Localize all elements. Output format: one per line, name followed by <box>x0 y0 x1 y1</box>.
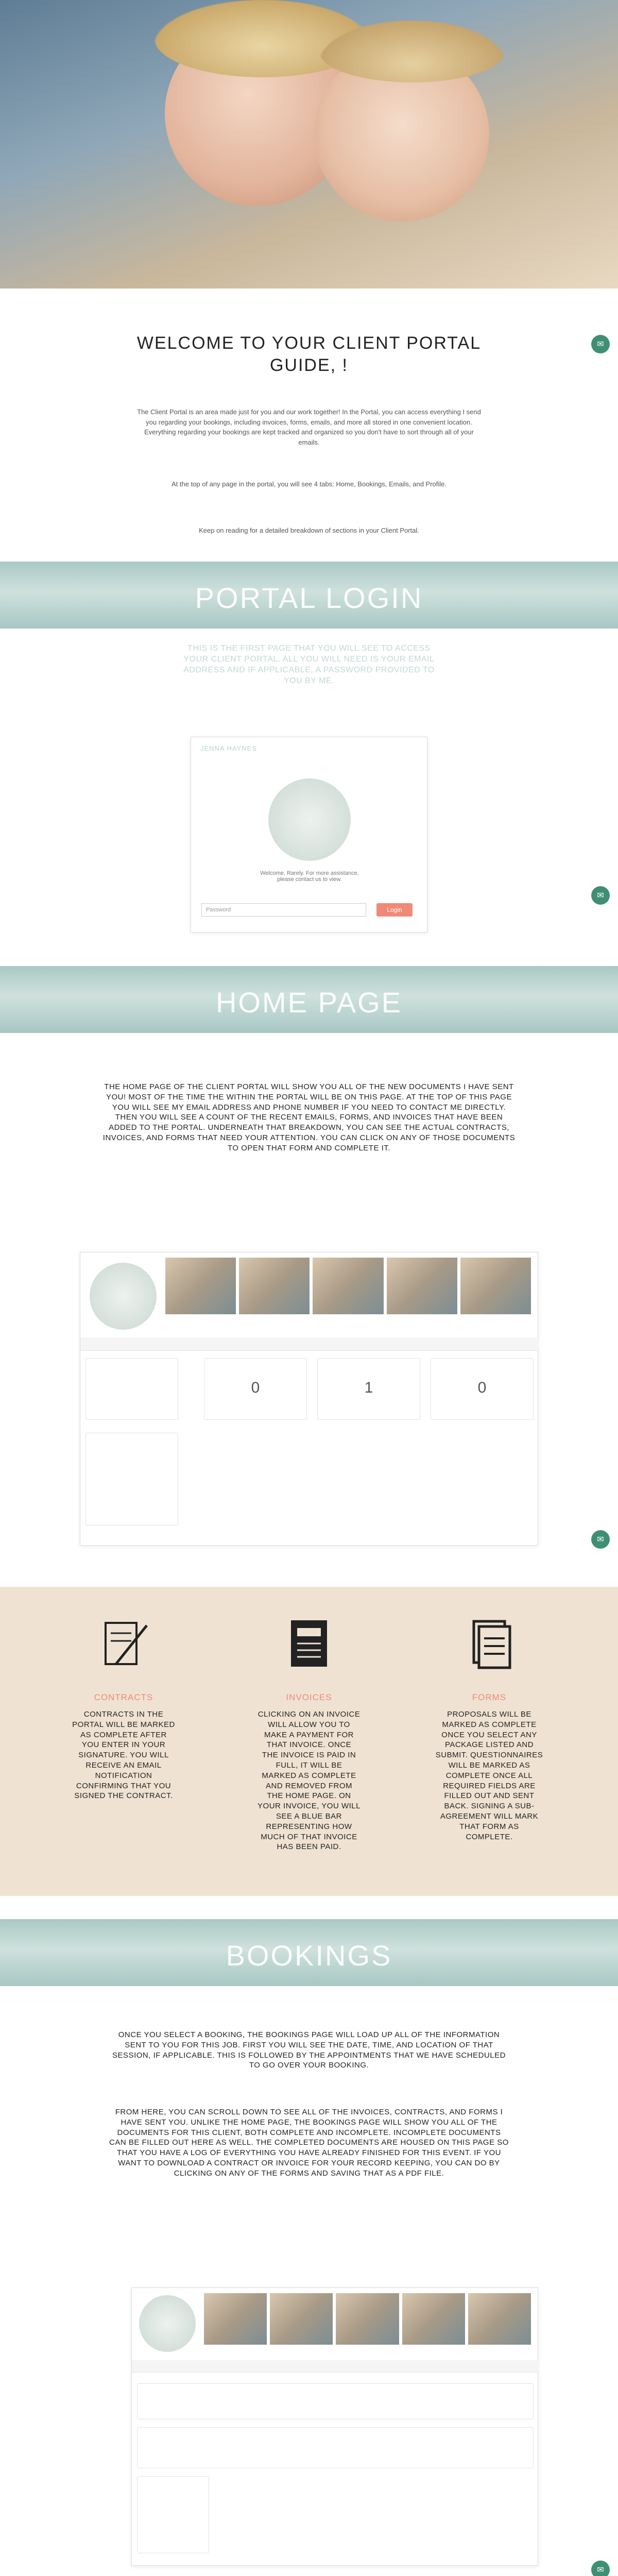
login-button[interactable]: Login <box>376 903 413 917</box>
forms-title: FORMS <box>472 1692 507 1702</box>
session-details <box>137 2383 534 2419</box>
chat-button[interactable]: ✉ <box>591 335 610 353</box>
avatar <box>268 778 351 861</box>
portal-login-title: PORTAL LOGIN <box>195 582 423 614</box>
count-emails: 0 <box>204 1358 307 1420</box>
avatar <box>90 1263 157 1330</box>
booking-card[interactable] <box>85 1433 178 1526</box>
keep-reading-paragraph: Keep on reading for a detailed breakdown of sections in your Client Portal. <box>199 527 419 534</box>
chat-button-3[interactable]: ✉ <box>591 1530 610 1549</box>
bookings-text-2: FROM HERE, YOU CAN SCROLL DOWN TO SEE ALL OF THE INVOICES, CONTRACTS, AND FORMS I HAVE SENT YOU. UNLIKE THE HOME PAGE, THE BOOKINGS PAGE WILL SHOW YOU ALL OF THE DOCUMENTS FOR THIS CLIENT, BOTH COMPLETE AND INCOMPLETE. INCOMPLETE DOCUMENTS CAN BE FILLED OUT HERE AS WELL. THE COMPLETED DOCUMENTS ARE HOUSED ON THIS PAGE SO THAT YOU HAVE A LOG OF EVERYTHING YOU HAVE ALREADY FINISHED FOR THIS EVENT. IF YOU WANT TO DOWNLOAD A CONTRACT OR INVOICE FOR YOUR RECORD KEEPING, YOU CAN DO BY CLICKING ON ANY OF THE FORMS AND SAVING THAT AS A PDF FILE. <box>109 2108 509 2178</box>
chat-button-2[interactable]: ✉ <box>591 886 610 905</box>
home-page-text: THE HOME PAGE OF THE CLIENT PORTAL WILL SHOW YOU ALL OF THE NEW DOCUMENTS I HAVE SENT YOU! MOST OF THE TIME THE WITHIN THE PORTAL WILL BE ON THIS PAGE. AT THE TOP OF THIS PAGE YOU WILL SEE MY EMAIL ADDRESS AND PHONE NUMBER IF YOU NEED TO CONTACT ME DIRECTLY. THEN YOU WILL SEE A COUNT OF THE RECENT EMAILS, FORMS, AND INVOICES THAT HAVE BEEN ADDED TO THE PORTAL. UNDERNEATH THAT BREAKDOWN, YOU CAN SEE THE ACTUAL CONTRACTS, INVOICES, AND FORMS THAT NEED YOUR ATTENTION. YOU CAN CLICK ON ANY OF THOSE DOCUMENTS TO OPEN THAT FORM AND COMPLETE IT. <box>102 1082 516 1153</box>
photo-strip <box>165 1258 531 1314</box>
shot-message: Welcome, Rarely. For more assistance, please contact us to view. <box>260 870 359 883</box>
page-title: WELCOME TO YOUR CLIENT PORTAL GUIDE, ! <box>136 333 482 375</box>
document-card[interactable] <box>137 2476 209 2553</box>
appointments-list <box>137 2427 534 2468</box>
forms-icon <box>458 1613 520 1674</box>
contracts-text: CONTRACTS IN THE PORTAL WILL BE MARKED AS COMPLETE AFTER YOU ENTER IN YOUR SIGNATURE. YOU WILL RECEIVE AN EMAIL NOTIFICATION CONFIRMING THAT YOU SIGNED THE CONTRACT. <box>72 1710 175 1801</box>
invoices-text: CLICKING ON AN INVOICE WILL ALLOW YOU TO MAKE A PAYMENT FOR THAT INVOICE. ONCE THE INVOICE IS PAID IN FULL, IT WILL BE MARKED AS COMPLETE AND REMOVED FROM THE HOME PAGE. ON YOUR INVOICE, YOU WILL SEE A BLUE BAR REPRESENTING HOW MUCH OF THAT INVOICE HAS BEEN PAID. <box>258 1710 360 1852</box>
tabs-paragraph: At the top of any page in the portal, you will see 4 tabs: Home, Bookings, Emails, and Profile. <box>171 480 447 488</box>
password-field[interactable]: Password <box>201 903 366 917</box>
portal-login-text: THIS IS THE FIRST PAGE THAT YOU WILL SEE TO ACCESS YOUR CLIENT PORTAL. ALL YOU WILL NEED IS YOUR EMAIL ADDRESS AND IF APPLICABLE, A PASSWORD PROVIDED TO YOU BY ME. <box>183 644 435 686</box>
bookings-title: BOOKINGS <box>226 1939 392 1972</box>
home-page-title: HOME PAGE <box>215 986 402 1019</box>
contact-card <box>85 1358 178 1420</box>
hero-photo <box>0 0 618 289</box>
shot-brand: JENNA HAYNES <box>200 744 258 752</box>
bookings-text-1: ONCE YOU SELECT A BOOKING, THE BOOKINGS PAGE WILL LOAD UP ALL OF THE INFORMATION SENT TO YOU FOR THIS JOB. FIRST YOU WILL SEE THE DATE, TIME, AND LOCATION OF THAT SESSION, IF APPLICABLE. THIS IS FOLLOWED BY THE APPOINTMENTS THAT WE HAVE SCHEDULED TO GO OVER YOUR BOOKING. <box>112 2030 506 2070</box>
forms-text: PROPOSALS WILL BE MARKED AS COMPLETE ONCE YOU SELECT ANY PACKAGE LISTED AND SUBMIT. QUESTIONNAIRES WILL BE MARKED AS COMPLETE ONCE ALL REQUIRED FIELDS ARE FILLED OUT AND SENT BACK. SIGNING A SUB-AGREEMENT WILL MARK THAT FORM AS COMPLETE. <box>435 1710 543 1841</box>
home-screenshot <box>80 1252 538 1546</box>
login-screenshot <box>191 737 427 933</box>
portal-login-banner <box>0 562 618 629</box>
contract-icon <box>93 1613 154 1674</box>
invoice-icon <box>278 1613 340 1674</box>
chat-button-4[interactable]: ✉ <box>591 2561 610 2576</box>
contracts-title: CONTRACTS <box>94 1692 153 1702</box>
intro-paragraph: The Client Portal is an area made just for you and our work together! In the Portal, you can access everything I send you regarding your bookings, including invoices, forms, emails, and more all stored in one convenient location. Everything regarding your bookings are kept tracked and organized so you don't have to sort through all of your emails. <box>137 408 481 446</box>
invoices-title: INVOICES <box>286 1692 332 1702</box>
photo-strip <box>204 2293 531 2345</box>
bookings-screenshot <box>131 2287 538 2566</box>
avatar <box>139 2295 196 2352</box>
count-forms: 1 <box>317 1358 420 1420</box>
bookings-banner <box>0 1919 618 1986</box>
home-page-banner <box>0 966 618 1033</box>
tab-bar <box>132 2360 539 2372</box>
count-invoices: 0 <box>431 1358 534 1420</box>
tab-bar <box>80 1337 539 1351</box>
